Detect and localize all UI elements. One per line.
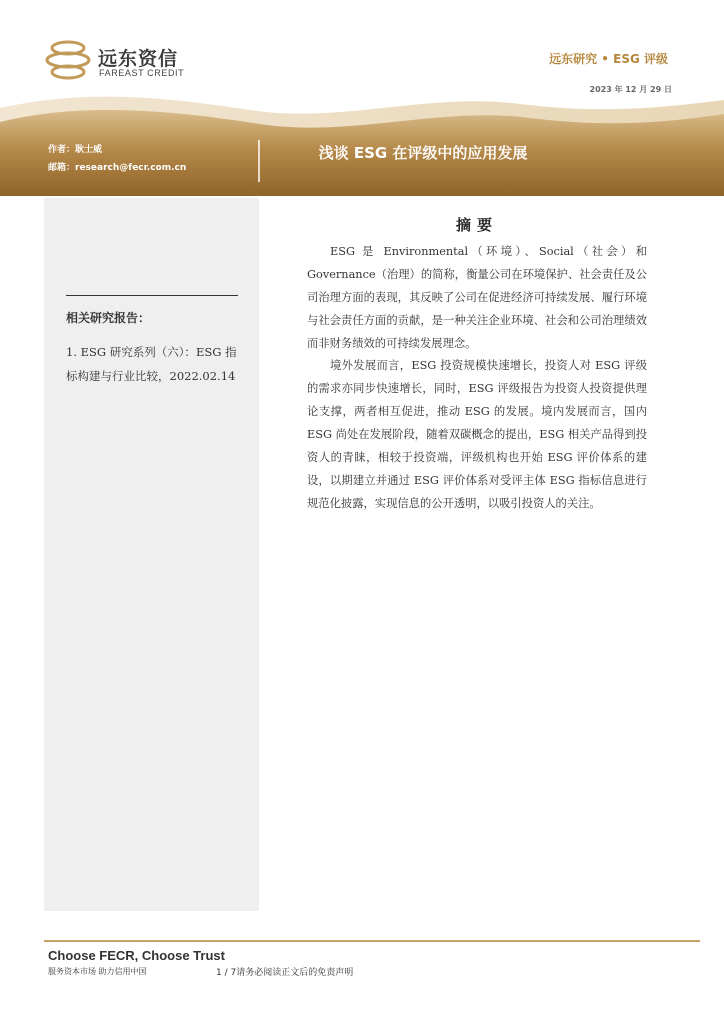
- page-number-disclaimer: 1 / 7请务必阅读正文后的免责声明: [216, 968, 354, 978]
- footer-tagline: 服务资本市场 助力信用中国: [48, 967, 147, 976]
- report-date: 2023 年 12 月 29 日: [589, 85, 672, 94]
- abstract-paragraph: ESG 是 Environmental（环境）、Social（社会）和 Governance（治理）的简称，衡量公司在环境保护、社会责任及公司治理方面的表现，其反映了公司在促进经济可持续发展、履行环境与社会责任方面的贡献，是一种关注企业环境、社会和公司治理绩效而非财务绩效的可持续发展理念。: [307, 245, 647, 350]
- related-reports-heading: 相关研究报告：: [66, 311, 151, 325]
- sidebar-rule: [66, 295, 238, 296]
- author-name: 耿士威: [75, 145, 103, 155]
- author-email[interactable]: research@fecr.com.cn: [75, 163, 187, 173]
- report-series: 远东研究 • ESG 评级: [549, 52, 668, 66]
- author-info: [48, 141, 186, 177]
- related-report-item[interactable]: 1. ESG 研究系列（六）：ESG 指标构建与行业比较，2022.02.14: [66, 345, 237, 383]
- brand-name-en: FAREAST CREDIT: [99, 68, 185, 78]
- fareast-credit-logo: [44, 40, 92, 80]
- report-title: 浅谈 ESG 在评级中的应用发展: [318, 144, 528, 162]
- abstract-title: 摘要: [455, 216, 498, 234]
- brand-name-cn: 远东资信: [98, 48, 179, 70]
- author-label: 作者：: [48, 145, 76, 155]
- related-reports-sidebar: [44, 198, 259, 911]
- footer-slogan: Choose FECR, Choose Trust: [48, 948, 225, 963]
- abstract-paragraph: 境外发展而言，ESG 投资规模快速增长，投资人对 ESG 评级的需求亦同步快速增长，同时，ESG 评级报告为投资人投资提供理论支撑，两者相互促进，推动 ESG 的发展。境内发展而言，国内 ESG 尚处在发展阶段，随着双碳概念的提出，ESG 相关产品得到投资人的青睐，相较于投资端，评级机构也开始 ESG 评价体系的建设，以期建立并通过 ESG 评价体系对受评主体 ESG 指标信息进行规范化披露，实现信息的公开透明，以吸引投资人的关注。: [307, 359, 647, 510]
- email-label: 邮箱：: [48, 163, 76, 173]
- footer-rule: [44, 940, 700, 942]
